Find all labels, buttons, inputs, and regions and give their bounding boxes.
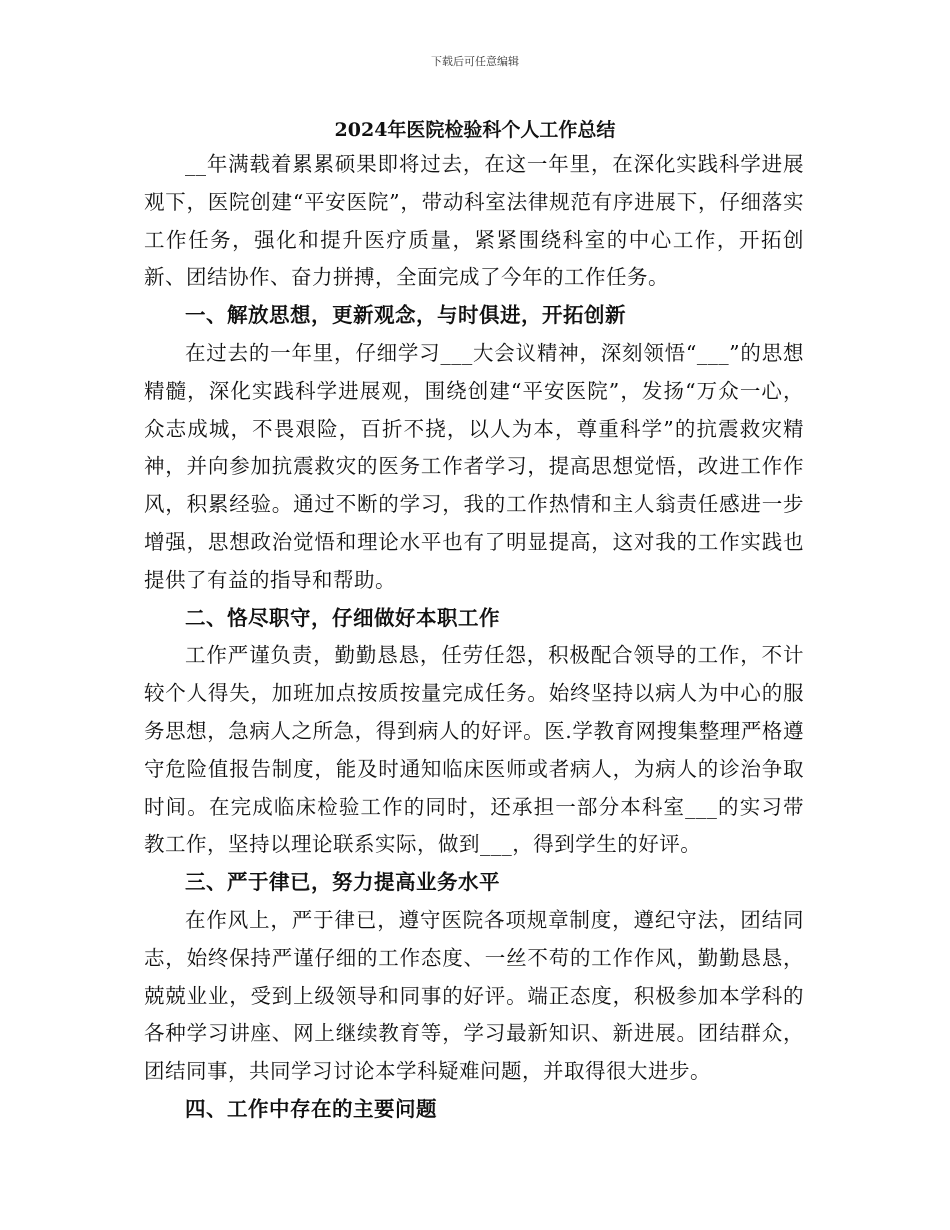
intro-paragraph: __年满载着累累硕果即将过去，在这一年里，在深化实践科学进展观下，医院创建“平安医院”，带动科室法律规范有序进展下，仔细落实工作任务，强化和提升医疗质量，紧紧围绕科室的中心工作，开拓创新、团结协作、奋力拼搏，全面完成了今年的工作任务。 xyxy=(144,152,804,290)
header-note: 下载后可任意编辑 xyxy=(431,55,519,68)
section-body-2: 工作严谨负责，勤勤恳恳，任劳任怨，积极配合领导的工作，不计较个人得失，加班加点按质按量完成任务。始终坚持以病人为中心的服务思想，急病人之所急，得到病人的好评。医.学教育网搜集整理严格遵守危险值报告制度，能及时通知临床医师或者病人，为病人的诊治争取时间。在完成临床检验工作的同时，还承担一部分本科室___的实习带教工作，坚持以理论联系实际，做到___，得到学生的好评。 xyxy=(144,643,804,857)
document-body xyxy=(144,146,804,1129)
section-body-3: 在作风上，严于律已，遵守医院各项规章制度，遵纪守法，团结同志，始终保持严谨仔细的工作态度、一丝不苟的工作作风，勤勤恳恳，兢兢业业，受到上级领导和同事的好评。端正态度，积极参加本学科的各种学习讲座、网上继续教育等，学习最新知识、新进展。团结群众，团结同事，共同学习讨论本学科疑难问题，并取得很大进步。 xyxy=(144,907,804,1084)
section-heading-4: 四、工作中存在的主要问题 xyxy=(185,1096,437,1121)
section-heading-1: 一、解放思想，更新观念，与时俱进，开拓创新 xyxy=(185,303,626,328)
section-body-1: 在过去的一年里，仔细学习___大会议精神，深刻领悟“___”的思想精髓，深化实践科学进展观，围绕创建“平安医院”，发扬“万众一心，众志成城，不畏艰险，百折不挠，以人为本，尊重科学”的抗震救灾精神，并向参加抗震救灾的医务工作者学习，提高思想觉悟，改进工作作风，积累经验。通过不断的学习，我的工作热情和主人翁责任感进一步增强，思想政治觉悟和理论水平也有了明显提高，这对我的工作实践也提供了有益的指导和帮助。 xyxy=(144,340,804,592)
document-title: 2024年医院检验科个人工作总结 xyxy=(334,119,616,141)
section-heading-2: 二、恪尽职守，仔细做好本职工作 xyxy=(185,605,500,630)
section-heading-3: 三、严于律已，努力提高业务水平 xyxy=(185,870,500,895)
